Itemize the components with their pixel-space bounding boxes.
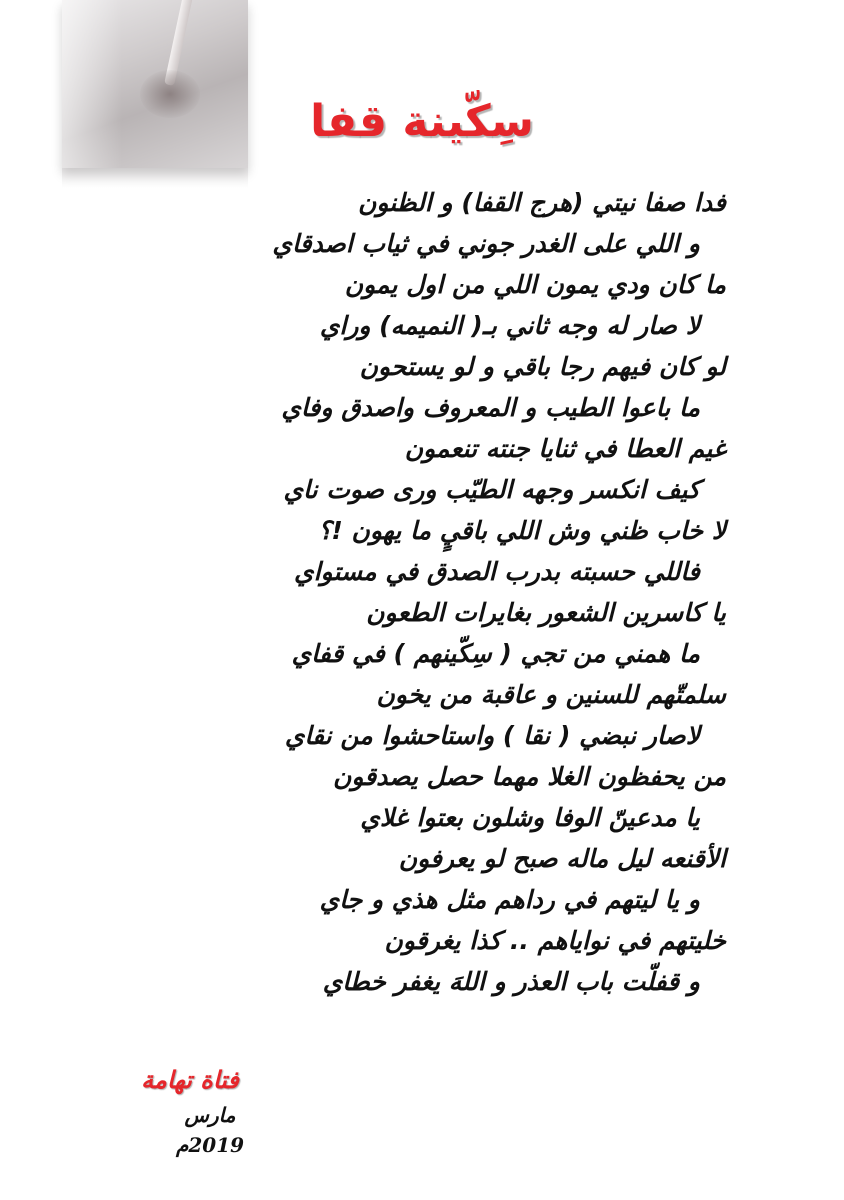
author-signature: فتاة تهامة <box>141 1066 239 1094</box>
verse-line: فدا صفا نيتي (هرج القفا) و الظنون <box>357 188 726 217</box>
verse-line: خليتهم في نواياهم .. كذا يغرقون <box>384 926 726 955</box>
verse-line: فاللي حسبته بدرب الصدق في مستواي <box>294 557 700 586</box>
verse-line: و يا ليتهم في رداهم مثل هذي و جاي <box>319 885 700 914</box>
verse-line: يا مدعينّ الوفا وشلون بعتوا غلاي <box>360 803 700 832</box>
poem-body <box>60 182 726 1002</box>
verse-line: لا صار له وجه ثاني بـ( النميمه) وراي <box>319 311 700 340</box>
verse-line: يا كاسرين الشعور بغايرات الطعون <box>366 598 726 627</box>
poem-title: سِكّينة قفا <box>310 96 534 147</box>
verse-line: لو كان فيهم رجا باقي و لو يستحون <box>359 352 726 381</box>
poem-date: مارس 2019م <box>175 1103 245 1157</box>
verse-line: كيف انكسر وجهه الطيّب ورى صوت ناي <box>283 475 700 504</box>
verse-line: و اللي على الغدر جوني في ثياب اصدقاي <box>272 229 700 258</box>
verse-line: ما باعوا الطيب و المعروف واصدق وفاي <box>281 393 700 422</box>
verse-line: ما همني من تجي ( سِكّينهم ) في قفاي <box>291 639 700 668</box>
verse-line: سلمتّهم للسنين و عاقبة من يخون <box>376 680 726 709</box>
verse-line: ما كان ودي يمون اللي من اول يمون <box>344 270 726 299</box>
verse-line: الأقنعه ليل ماله صبح لو يعرفون <box>398 844 726 873</box>
verse-line: لا خاب ظني وش اللي باقيٍ ما يهون !؟ <box>318 516 726 545</box>
verse-line: لاصار نبضي ( نقا ) واستاحشوا من نقاي <box>284 721 700 750</box>
verse-line: من يحفظون الغلا مهما حصل يصدقون <box>332 762 726 791</box>
verse-line: غيم العطا في ثنايا جنته تنعمون <box>404 434 726 463</box>
verse-line: و قفلّت باب العذر و اللهَ يغفر خطاي <box>322 967 700 996</box>
